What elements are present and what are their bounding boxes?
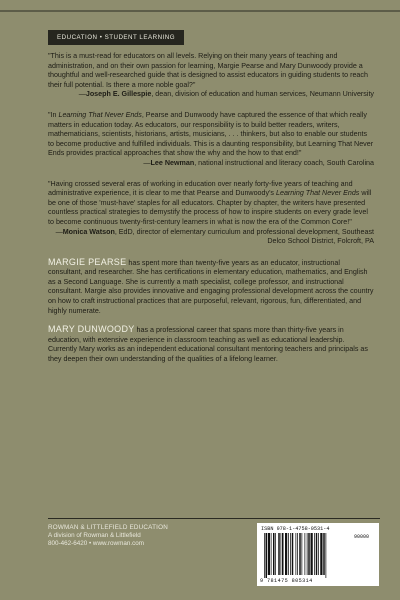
barcode-bar bbox=[271, 533, 272, 575]
barcode-bar bbox=[281, 533, 282, 575]
endorsement-3 bbox=[48, 180, 374, 247]
endorsement-2-attribution: —Lee Newman, national instructional and literacy coach, South Carolina bbox=[143, 158, 374, 167]
endorser-role: , EdD, director of elementary curriculum and professional development, Southeast Delco School District, Folcroft, PA bbox=[114, 227, 374, 246]
back-cover-text bbox=[48, 52, 374, 374]
endorsement-1 bbox=[48, 52, 374, 100]
barcode-bar bbox=[282, 533, 284, 575]
barcode-bar bbox=[275, 533, 276, 575]
barcode-bar bbox=[297, 533, 298, 575]
endorser-role: , dean, division of education and human services, Neumann University bbox=[151, 90, 374, 99]
publisher-contact: 800-462-6420 • www.rowman.com bbox=[48, 540, 145, 548]
barcode-bar bbox=[299, 533, 301, 575]
book-title: Learning That Never Ends bbox=[58, 110, 142, 119]
barcode-bar bbox=[266, 533, 268, 578]
barcode-bar bbox=[292, 533, 294, 575]
endorser-name: Lee Newman bbox=[150, 158, 195, 167]
barcode-bar bbox=[285, 533, 287, 575]
publisher-info bbox=[48, 524, 168, 549]
barcode-bar bbox=[311, 533, 313, 575]
barcode-bar bbox=[305, 533, 306, 575]
isbn-number: ISBN 978-1-4758-0531-4 bbox=[261, 526, 330, 532]
barcode-bar bbox=[268, 533, 270, 575]
barcode-bar bbox=[307, 533, 308, 575]
barcode-bar bbox=[320, 533, 322, 575]
isbn-barcode bbox=[257, 523, 379, 586]
endorser-name: Monica Watson bbox=[62, 227, 115, 236]
endorsement-3-attribution: —Monica Watson, EdD, director of elementary curriculum and professional development, Southeast Delco School District, Folcroft, PA bbox=[55, 227, 374, 246]
author-bio-1 bbox=[48, 258, 374, 317]
barcode-bar bbox=[273, 533, 275, 575]
price-code: 90000 bbox=[354, 534, 370, 540]
footer-divider bbox=[48, 518, 380, 519]
publisher-division: A division of Rowman & Littlefield bbox=[48, 532, 141, 540]
barcode-bar bbox=[296, 533, 297, 575]
endorsement-3-text: "Having crossed several eras of working in education over nearly forty-five years of teaching and administrative experience, it is clear to me that Pearse and Dunwoody's Learning That Never Ends will be one of those 'must-have' staples for all educators. Chapter by chapter, the writers have presented countless practical strategies to demystify the process of how to inspire students on every grade level to become continuous twenty-first-century learners in what is now the era of the Common Core!" bbox=[48, 179, 372, 226]
barcode-bar bbox=[302, 533, 303, 575]
barcode-bar bbox=[316, 533, 318, 575]
barcode-bar bbox=[314, 533, 315, 575]
barcode-bar bbox=[326, 533, 327, 578]
author-name: MARGIE PEARSE bbox=[48, 256, 127, 267]
author-bio-text: has a professional career that spans more than thirty-five years in education, with extensive experience in classroom teaching as well as educational leadership. Currently Mary works as an independent educational consultant mentoring teachers and principals as they deepen their own understanding of the qualities of a lifelong learner. bbox=[48, 326, 368, 364]
author-bio-text: has spent more than twenty-five years as an educator, instructional consultant, and researcher. She has certifications in elementary education, mathematics, and English as a Second Language. She is currently a math specialist, college professor, and instructional consultant. Margie also provides innovative and engaging professional development across the country on how to craft instructional practices that are purposeful, relevant, rigorous, fun, differentiated, and highly numerate. bbox=[48, 258, 374, 315]
barcode-bar bbox=[264, 533, 265, 578]
barcode-bar bbox=[308, 533, 310, 575]
publisher-name: ROWMAN & LITTLEFIELD EDUCATION bbox=[48, 524, 168, 531]
barcode-bar bbox=[318, 533, 319, 575]
endorser-name: Joseph E. Gillespie bbox=[85, 90, 152, 99]
endorsement-2 bbox=[48, 111, 374, 169]
endorsement-2-text: "In Learning That Never Ends, Pearse and Dunwoody have captured the essence of that which really matters in education today. As educators, our responsibility is to build better readers, writers, mathematicians, scientists, historians, artists, musicians, . . . thinkers, but also to enable our students to become productive and fulfilled individuals. This is a daunting responsibility, but Learning That Never Ends provides practical approaches that show the why and the how to that end!" bbox=[48, 110, 374, 158]
barcode-bar bbox=[278, 533, 280, 575]
author-bio-2 bbox=[48, 325, 374, 364]
book-title: Learning That Never Ends bbox=[276, 189, 360, 198]
barcode-digits: 9 781475 805314 bbox=[260, 578, 313, 584]
endorsement-1-text: "This is a must-read for educators on all levels. Relying on their many years of teaching and administration, and on their own passion for learning, Margie Pearse and Mary Dunwoody provide a thoughtful and well-researched guide that is designed to assist educators in guiding students to reach their full potential. Is there a more noble goal?" bbox=[48, 52, 368, 89]
top-divider bbox=[0, 0, 400, 24]
endorsement-1-attribution: —Joseph E. Gillespie, dean, division of education and human services, Neumann University bbox=[78, 90, 374, 99]
endorser-role: , national instructional and literacy coach, South Carolina bbox=[194, 158, 374, 167]
barcode-bar bbox=[290, 533, 291, 575]
barcode-bar bbox=[323, 533, 325, 575]
barcode-bars bbox=[262, 533, 352, 578]
category-tag: EDUCATION • STUDENT LEARNING bbox=[48, 30, 184, 45]
author-name: MARY DUNWOODY bbox=[48, 324, 135, 335]
barcode-bar bbox=[288, 533, 289, 575]
